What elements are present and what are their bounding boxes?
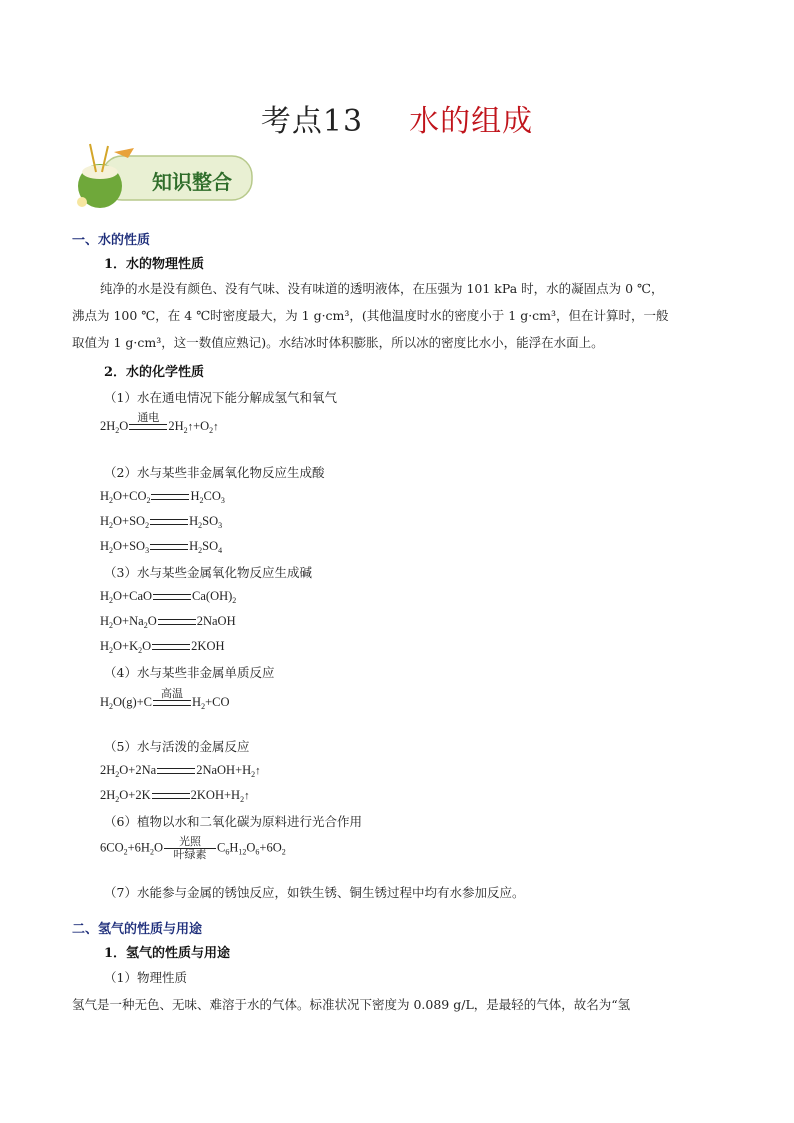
equation: $H_2O+CaO$ $Ca(OH)_2$	[100, 589, 237, 605]
badge-label: 知识整合	[152, 170, 232, 194]
list-item: （2）水与某些非金属氧化物反应生成酸	[104, 465, 325, 480]
section2-heading: 二、氢气的性质与用途	[72, 922, 203, 937]
paragraph-line: 沸点为 100 ℃，在 4 ℃时密度最大，为 1 g·cm³，(其他温度时水的密度小于 1 g·cm³，但在计算时，一般	[72, 308, 669, 323]
knowledge-badge	[72, 142, 256, 212]
list-item: （1）水在通电情况下能分解成氢气和氧气	[104, 390, 337, 405]
equation: $H_2O+SO_2$ $H_2SO_3$	[100, 514, 223, 530]
paragraph-line: 氢气是一种无色、无味、难溶于水的气体。标准状况下密度为 0.089 g/L，是最轻的气体，故名为“氢	[72, 997, 631, 1012]
list-item: （1）物理性质	[104, 970, 187, 985]
paragraph-line: 取值为 1 g·cm³，这一数值应熟记)。水结冰时体积膨胀，所以冰的密度比水小，能浮在水面上。	[72, 335, 604, 350]
section1-sub2: 2．水的化学性质	[104, 365, 205, 380]
condition-label: 通电	[137, 412, 160, 424]
list-item: （4）水与某些非金属单质反应	[104, 665, 275, 680]
equation-high-temp: $H_2O(g)+C$ 高温 $H_2+CO$	[100, 688, 230, 711]
section2-sub1: 1．氢气的性质与用途	[104, 946, 231, 961]
condition-label: 叶绿素	[173, 849, 207, 861]
equation: $H_2O+CO_2$ $H_2CO_3$	[100, 489, 225, 505]
equation: $H_2O+K_2O$ 2KOH	[100, 639, 225, 655]
section1-heading: 一、水的性质	[72, 233, 151, 248]
equation: $2H_2O+2K$ $2KOH+H_2↑$	[100, 788, 250, 804]
list-item: （5）水与活泼的金属反应	[104, 739, 250, 754]
list-item: （3）水与某些金属氧化物反应生成碱	[104, 565, 312, 580]
equation-photosynthesis: $6CO_2+6H_2O$ 光照 叶绿素 $C_6H_{12}O_6+6O_2$	[100, 836, 286, 861]
condition-label: 高温	[161, 688, 184, 700]
equation-electrolysis: $2H_2O$ 通电 $2H_2↑+O_2↑$	[100, 412, 219, 435]
title-number: 13	[322, 104, 364, 139]
title-prefix: 考点	[260, 104, 323, 139]
equation: $H_2O+Na_2O$ 2NaOH	[100, 614, 236, 630]
equation: $2H_2O+2Na$ $2NaOH+H_2↑$	[100, 763, 261, 779]
list-item: （6）植物以水和二氧化碳为原料进行光合作用	[104, 814, 362, 829]
page-title	[0, 96, 794, 140]
list-item: （7）水能参与金属的锈蚀反应，如铁生锈、铜生锈过程中均有水参加反应。	[104, 885, 525, 900]
paragraph-line: 纯净的水是没有颜色、没有气味、没有味道的透明液体，在压强为 101 kPa 时，水的凝固点为 0 ℃，	[100, 281, 664, 296]
condition-label: 光照	[178, 836, 201, 848]
title-topic: 水的组成	[409, 104, 534, 139]
section1-sub1: 1．水的物理性质	[104, 257, 205, 272]
equation: $H_2O+SO_3$ $H_2SO_4$	[100, 539, 223, 555]
